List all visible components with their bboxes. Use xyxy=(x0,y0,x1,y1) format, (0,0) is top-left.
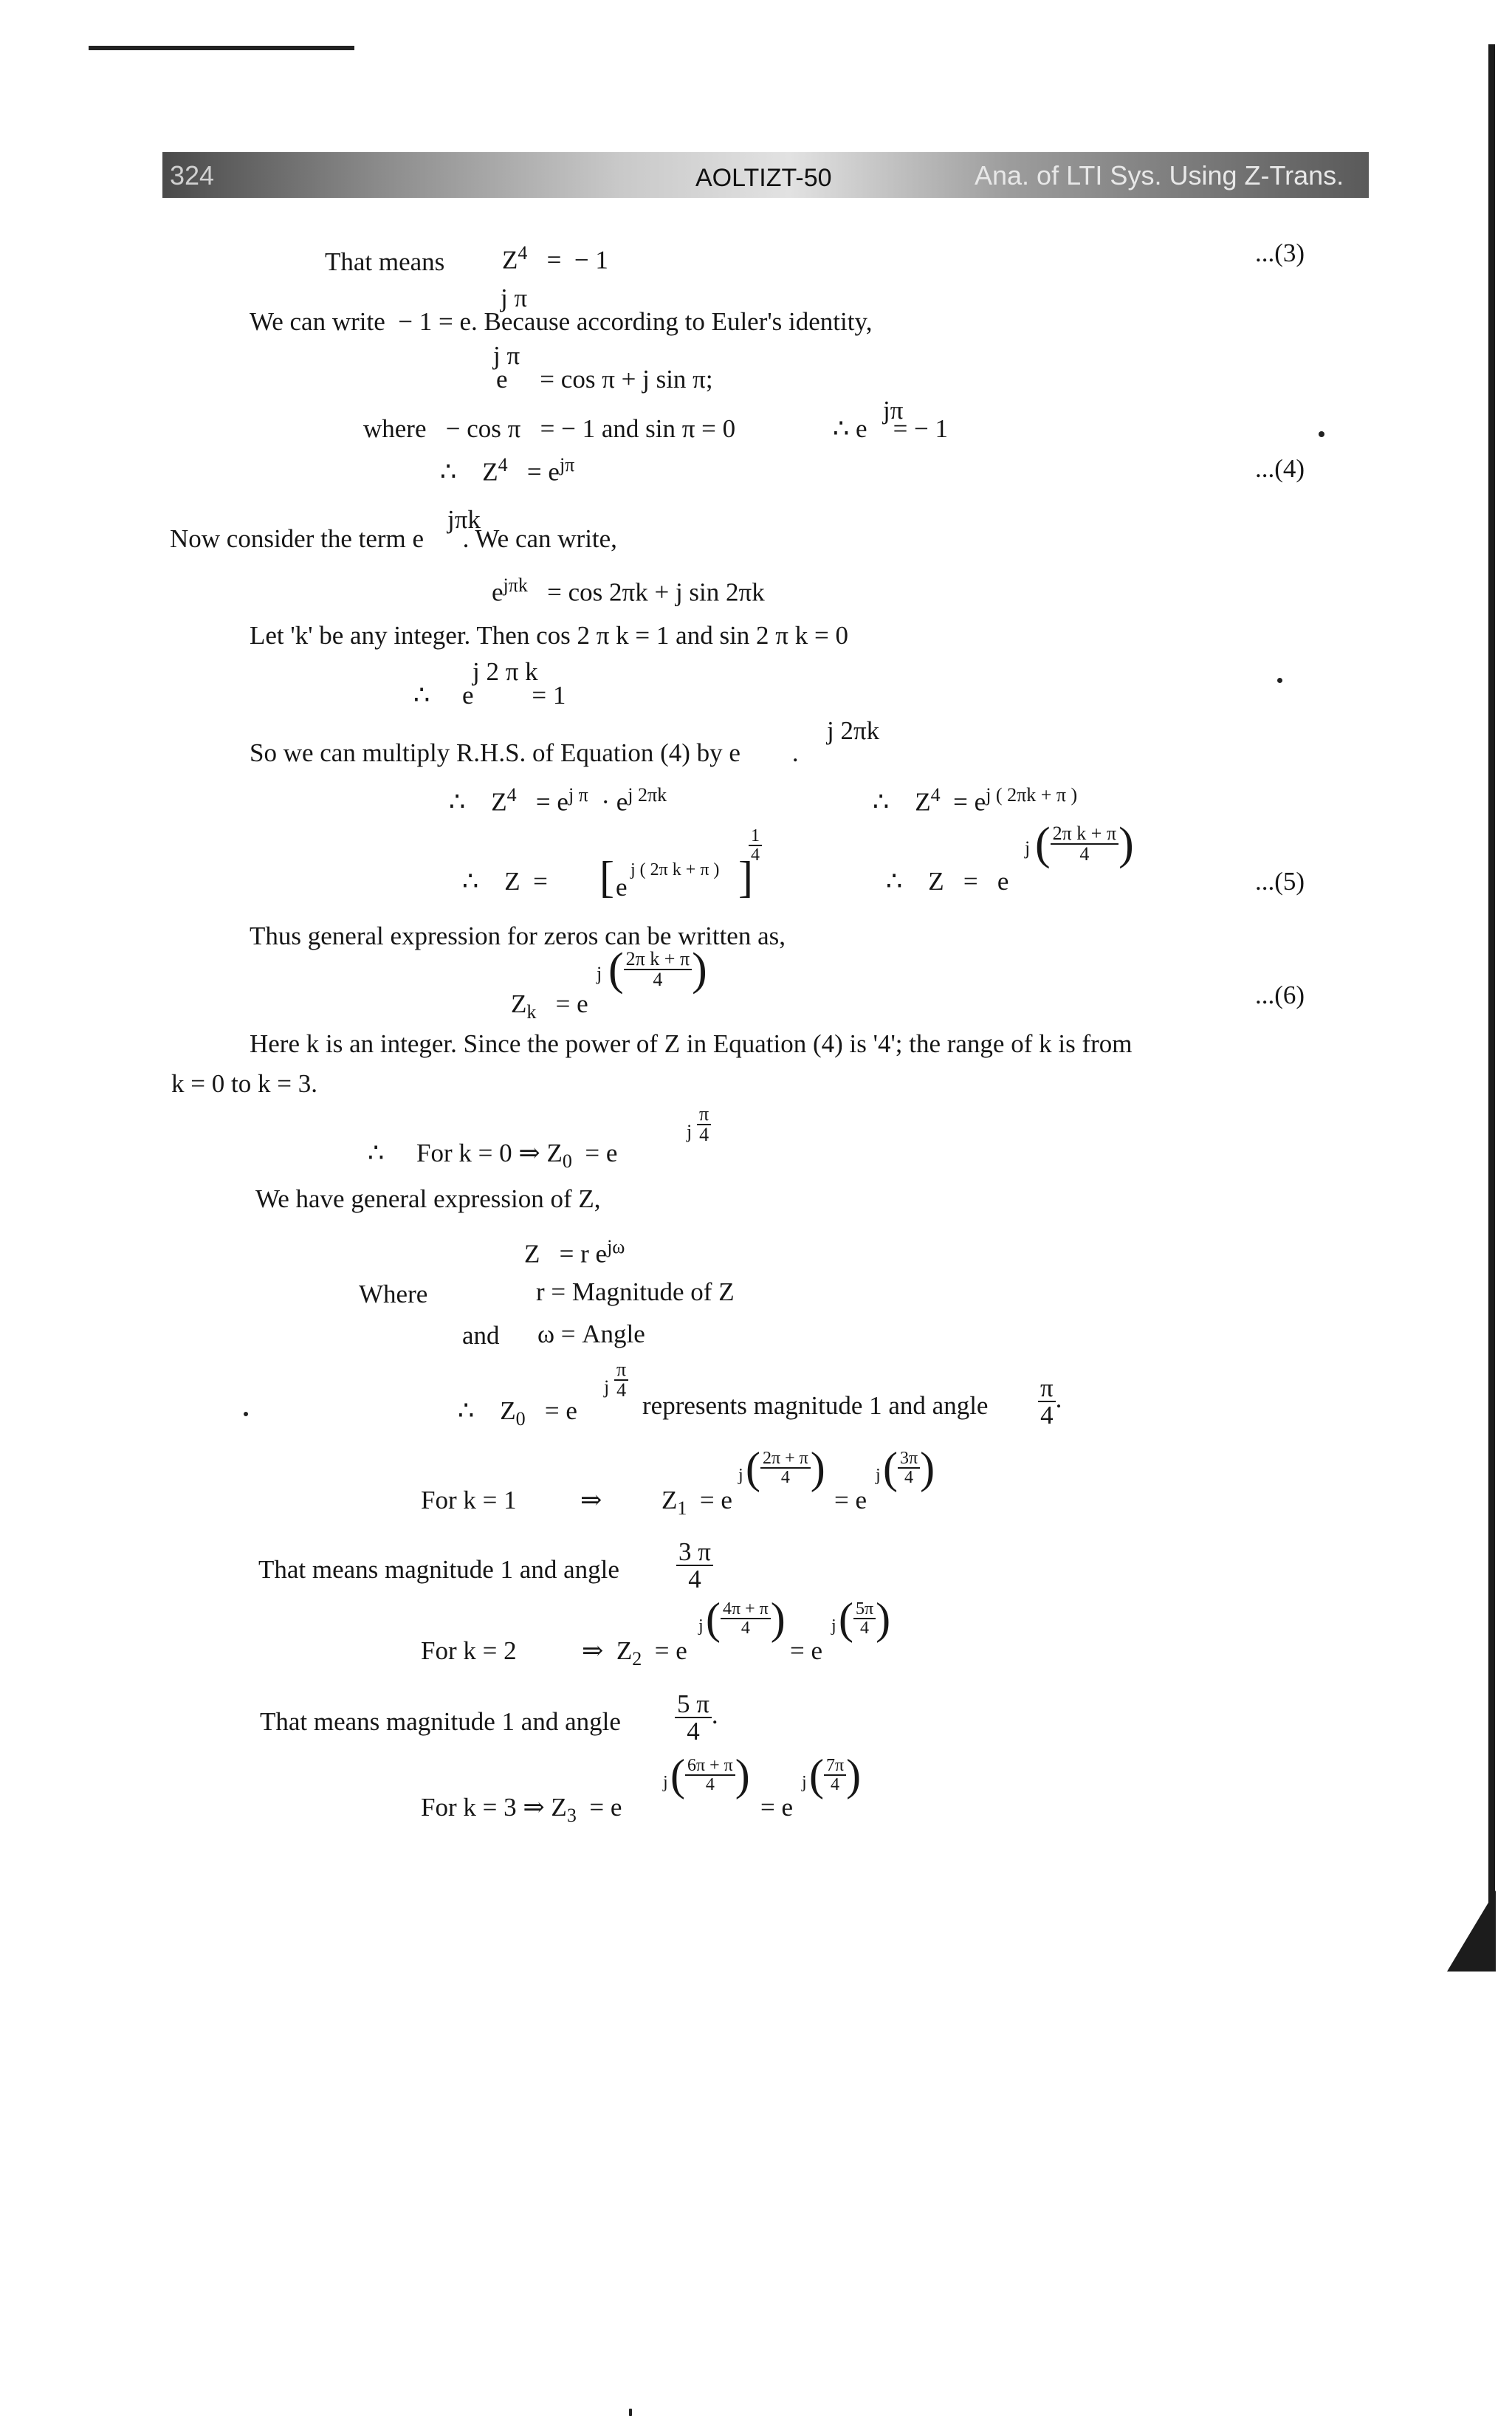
sup-j-pi-3: jπ xyxy=(883,396,904,425)
exp-frac-k3-result: ( $\frac{7\pi}{4}$ ) xyxy=(809,1751,862,1799)
top-rule xyxy=(89,46,354,50)
sym-eq-minus-one: = − 1 xyxy=(893,414,949,443)
frac-num: 3 π xyxy=(676,1539,713,1566)
eq-line-14 xyxy=(511,991,588,1022)
running-header xyxy=(162,152,1369,198)
sym-equals: = xyxy=(963,867,978,896)
sym-e: e xyxy=(997,867,1009,896)
sym-e: e xyxy=(496,365,508,394)
sym-equals: = xyxy=(546,245,562,275)
exp-frac-k2: ( $\frac{4\pi + \pi}{4}$ ) xyxy=(706,1594,786,1643)
frac-den: 4 xyxy=(740,1619,750,1638)
sym-eq-e: = e xyxy=(526,457,560,487)
sym-z: Z xyxy=(500,1396,516,1425)
sym-z: Z xyxy=(482,457,498,487)
sub-3: 3 xyxy=(566,1805,577,1826)
sym-therefore: ∴ xyxy=(449,787,466,817)
frac-den: 4 xyxy=(904,1468,914,1487)
text-and: and xyxy=(462,1321,500,1350)
frac-den: 4 xyxy=(1079,843,1090,865)
sym-j: j xyxy=(663,1773,668,1792)
frac-den: 4 xyxy=(860,1619,870,1638)
sym-z: Z xyxy=(524,1239,540,1269)
eq-line-9 xyxy=(413,682,566,708)
frac-den: 4 xyxy=(653,969,663,990)
sup-j-pi-k-1: jπk xyxy=(447,505,481,534)
sym-j: j xyxy=(876,1466,881,1485)
eq-number-6: ...(6) xyxy=(1255,981,1305,1009)
sym-e-bracket: e xyxy=(616,873,628,902)
speck xyxy=(629,2409,632,2416)
sym-e: e xyxy=(462,681,474,710)
frac-pi-over-4-angle xyxy=(1038,1375,1062,1428)
frac-num: 7π xyxy=(824,1757,846,1776)
text-we-can-write-2: . We can write, xyxy=(462,524,617,553)
sup-4: 4 xyxy=(506,784,517,806)
sym-j: j xyxy=(738,1466,743,1485)
text-we-can-write: We can write xyxy=(250,307,385,336)
sym-z: Z xyxy=(616,1636,633,1665)
sym-z: Z xyxy=(491,787,507,817)
frac-pi-over-4 xyxy=(697,1105,711,1145)
text-here-k: Here k is an integer. Since the power of Z in Equation (4) is '4'; the range of k is from xyxy=(250,1029,1133,1058)
sym-eq-e: = e xyxy=(589,1793,622,1822)
frac-den: 4 xyxy=(780,1468,790,1487)
sym-j: j xyxy=(802,1773,807,1792)
binding-edge xyxy=(1488,44,1495,1949)
frac-den: 4 xyxy=(751,845,760,865)
frac-num: 5 π xyxy=(675,1691,712,1718)
eq-line-22 xyxy=(458,1398,577,1429)
sym-j: j xyxy=(687,1121,693,1142)
eq-line-7 xyxy=(492,576,765,605)
text-so-we-can: So we can multiply R.H.S. of Equation (4) by e xyxy=(250,738,740,767)
sub-0: 0 xyxy=(562,1150,572,1172)
text-now-consider: Now consider the term e xyxy=(170,524,425,553)
sym-eq-e-k3: = e xyxy=(760,1793,794,1822)
sym-eq-e: = e xyxy=(654,1636,687,1665)
eq-line-11a xyxy=(449,786,667,815)
frac-num: 2π + π xyxy=(760,1449,811,1469)
sym-eq-e: = e xyxy=(555,989,588,1018)
exp-frac-k3: ( $\frac{6\pi + \pi}{4}$ ) xyxy=(670,1751,750,1799)
eq-line-17 xyxy=(368,1140,617,1171)
text-for-k1: For k = 1 xyxy=(421,1486,517,1514)
frac-num: 2π k + π xyxy=(624,950,692,970)
frac-num: 1 xyxy=(749,827,762,846)
sym-eq-e: = e xyxy=(535,787,568,817)
sym-therefore: ∴ xyxy=(458,1396,475,1425)
text-r-eq: r = Magnitude of Z xyxy=(536,1277,735,1306)
frac-den: 4 xyxy=(705,1775,715,1794)
sym-j: j xyxy=(604,1376,610,1398)
sym-e: e xyxy=(492,577,504,607)
eq-line-5 xyxy=(440,456,574,485)
frac-num: 6π + π xyxy=(685,1757,735,1776)
text-k-range: k = 0 to k = 3. xyxy=(171,1069,317,1098)
sym-therefore: ∴ xyxy=(368,1139,385,1167)
sym-z: Z xyxy=(511,989,527,1018)
text-that-means-mag-1: That means magnitude 1 and angle xyxy=(258,1555,619,1584)
sup-j-omega: jω xyxy=(607,1236,625,1257)
eq-line-11b xyxy=(873,786,1077,815)
sup-4: 4 xyxy=(498,454,508,476)
sym-period: . xyxy=(791,738,799,767)
sym-minus-one: − 1 xyxy=(574,245,608,275)
sym-therefore: ∴ xyxy=(873,787,890,817)
sym-z: Z xyxy=(915,787,931,817)
eq-line-19 xyxy=(524,1238,625,1267)
binding-shadow xyxy=(1447,1890,1496,1972)
text-for-k3: For k = 3 ⇒ Z xyxy=(421,1793,567,1822)
exp-frac-k1-result: ( $\frac{3\pi}{4}$ ) xyxy=(883,1444,935,1492)
frac-pi-over-4 xyxy=(614,1360,628,1400)
sup-j-2pik-pi-spaced: j ( 2π k + π ) xyxy=(630,860,720,879)
sup-j-pi-1: j π xyxy=(501,284,528,312)
frac-num: π xyxy=(1038,1375,1056,1402)
sym-implies: ⇒ xyxy=(582,1636,604,1665)
sym-period: . xyxy=(1055,1384,1062,1414)
text-let-k: Let 'k' be any integer. Then cos 2 π k = 1 and sin 2 π k = 0 xyxy=(250,621,848,650)
sym-eq-e: = e xyxy=(953,787,986,817)
frac-num: π xyxy=(697,1105,711,1125)
bracket-open: [ xyxy=(599,853,614,902)
frac-num: 5π xyxy=(853,1600,876,1619)
frac-5pi-over-4 xyxy=(675,1691,718,1744)
eq-number-3: ...(3) xyxy=(1255,239,1305,267)
sup-j2pik-spaced: j 2 π k xyxy=(472,657,538,686)
sym-eq-e: = e xyxy=(585,1139,618,1167)
sym-j: j xyxy=(1025,837,1031,859)
bracket-close: ] xyxy=(738,853,753,902)
frac-den: 4 xyxy=(1040,1401,1054,1430)
sup-4: 4 xyxy=(930,784,941,806)
header-page-number: 324 xyxy=(170,160,215,191)
text-for-k2: For k = 2 xyxy=(421,1636,517,1665)
text-because-euler: . Because according to Euler's identity, xyxy=(471,307,873,336)
sup-j2pik: j 2πk xyxy=(827,716,880,745)
exp-frac-k1: ( $\frac{2\pi + \pi}{4}$ ) xyxy=(746,1444,825,1492)
sub-0: 0 xyxy=(515,1408,526,1430)
speck xyxy=(1319,431,1324,437)
sym-therefore: ∴ xyxy=(886,867,903,896)
sym-eq-e-k2: = e xyxy=(790,1636,823,1665)
sym-minus-one-eq: − 1 = e xyxy=(398,307,472,336)
sym-z: Z xyxy=(662,1486,678,1514)
frac-3pi-over-4 xyxy=(676,1539,713,1592)
sup-j-pi-k: jπk xyxy=(503,574,528,596)
text-where: where xyxy=(363,414,427,443)
sym-dot-e: · e xyxy=(601,787,628,817)
sym-equals: = xyxy=(533,867,548,896)
text-euler-rhs-k: = cos 2πk + j sin 2πk xyxy=(547,577,765,607)
exp-frac-5: ( $\frac{\text{2π k + π}}{4}$ ) xyxy=(1035,819,1134,869)
sym-eq-re: = r e xyxy=(559,1239,608,1269)
eq-line-25 xyxy=(582,1638,687,1669)
exp-frac-k2-result: ( $\frac{5\pi}{4}$ ) xyxy=(839,1594,891,1643)
eq-line-6 xyxy=(170,526,617,552)
sub-2: 2 xyxy=(632,1648,642,1670)
text-thus-general: Thus general expression for zeros can be written as, xyxy=(250,922,786,950)
sup-j-2pik-plus-pi: j ( 2πk + π ) xyxy=(986,784,1078,806)
text-where-2: Where xyxy=(359,1280,428,1308)
eq-line-10 xyxy=(250,740,799,766)
sym-therefore: ∴ xyxy=(440,457,457,487)
text-we-have: We have general expression of Z, xyxy=(255,1184,601,1213)
frac-num: 4π + π xyxy=(721,1600,771,1619)
frac-den: 4 xyxy=(616,1379,627,1401)
text-for-k0: For k = 0 ⇒ Z xyxy=(416,1139,563,1167)
sym-period: . xyxy=(711,1701,718,1730)
sym-therefore: ∴ xyxy=(413,681,430,710)
sym-j: j xyxy=(597,963,602,984)
eq-line-23 xyxy=(662,1487,732,1518)
sym-therefore: ∴ xyxy=(462,867,479,896)
frac-den: 4 xyxy=(699,1124,709,1145)
exp-frac-6: ( $\frac{\text{2π k + π}}{4}$ ) xyxy=(608,944,707,995)
frac-den: 4 xyxy=(831,1775,840,1794)
sym-z: Z xyxy=(928,867,944,896)
header-section-title: Ana. of LTI Sys. Using Z-Trans. xyxy=(975,160,1344,191)
sym-j: j xyxy=(831,1616,836,1636)
text-represents: represents magnitude 1 and angle xyxy=(642,1391,989,1420)
header-code: AOLTIZT-50 xyxy=(695,164,832,192)
sym-eq-e-k1: = e xyxy=(834,1486,867,1514)
sym-j: j xyxy=(698,1616,704,1636)
text-that-means: That means xyxy=(325,247,445,276)
speck xyxy=(244,1412,248,1416)
eq-line-12b xyxy=(886,868,1008,894)
eq-line-27 xyxy=(421,1794,622,1825)
eq-line-12a xyxy=(462,868,548,894)
text-therefore-e: ∴ e xyxy=(833,414,867,443)
frac-num: 3π xyxy=(898,1449,920,1469)
eq-therefore-e xyxy=(833,416,948,442)
text-omega-eq: ω = Angle xyxy=(537,1320,645,1348)
sup-j-pi-2: j π xyxy=(493,341,520,370)
eq-number-4: ...(4) xyxy=(1255,454,1305,483)
sym-minus-cos: − cos π xyxy=(445,414,521,443)
sym-implies-1: ⇒ xyxy=(580,1486,602,1514)
sub-k: k xyxy=(526,1001,537,1023)
sym-z: Z xyxy=(502,245,518,275)
sup-j-pi: jπ xyxy=(559,454,575,476)
sym-eq-one: = 1 xyxy=(532,681,566,710)
sup-j-pi: j π xyxy=(568,784,588,806)
speck xyxy=(1277,678,1282,683)
sym-z: Z xyxy=(504,867,520,896)
frac-num: 2π k + π xyxy=(1051,824,1118,845)
frac-one-quarter xyxy=(749,827,762,864)
eq-line-2 xyxy=(250,309,872,334)
frac-den: 4 xyxy=(688,1565,701,1593)
eq-line-4 xyxy=(363,416,735,442)
frac-num: π xyxy=(614,1360,628,1381)
eq-line-3 xyxy=(496,366,713,392)
sup-4: 4 xyxy=(518,242,528,264)
sym-eq-e: = e xyxy=(544,1396,577,1425)
text-that-means-mag-2: That means magnitude 1 and angle xyxy=(260,1707,621,1736)
eq-line-1 xyxy=(325,249,444,275)
text-cos-rhs: = − 1 and sin π = 0 xyxy=(540,414,736,443)
sub-1: 1 xyxy=(677,1497,687,1519)
eq-z4-minus1 xyxy=(502,244,608,273)
frac-den: 4 xyxy=(687,1717,700,1746)
sup-j-2pik: j 2πk xyxy=(628,784,667,806)
text-euler-rhs: = cos π + j sin π; xyxy=(540,365,713,394)
eq-number-5: ...(5) xyxy=(1255,867,1305,896)
sym-eq-e: = e xyxy=(699,1486,732,1514)
